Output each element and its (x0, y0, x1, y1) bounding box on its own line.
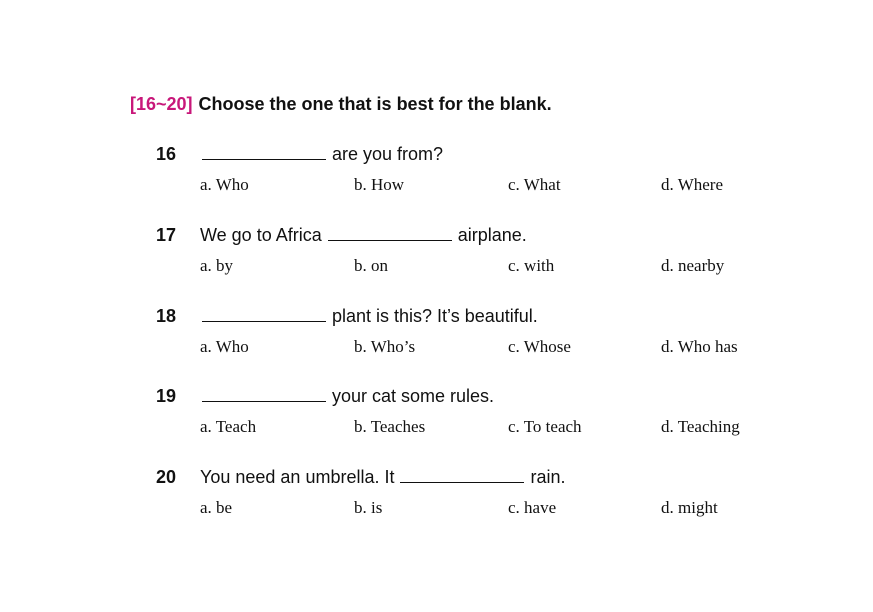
option-d[interactable]: d. Who has (661, 337, 738, 356)
question-number: 19 (156, 386, 177, 406)
option-c[interactable]: c. with (508, 256, 555, 275)
option-a[interactable]: a. Who (200, 337, 249, 356)
instruction-text: Choose the one that is best for the blank. (198, 94, 552, 114)
question-range: [16~20] (130, 94, 193, 114)
question-stem (200, 305, 538, 327)
option-d[interactable]: d. Where (661, 175, 723, 194)
option-c[interactable]: c. have (508, 498, 557, 517)
question-number: 20 (156, 467, 177, 487)
stem-text-after: airplane. (457, 225, 527, 245)
question-stem (200, 143, 443, 165)
option-c[interactable]: c. To teach (508, 417, 582, 436)
answer-blank[interactable] (202, 385, 326, 402)
question-18 (0, 305, 873, 365)
question-19 (0, 385, 873, 445)
option-b[interactable]: b. on (354, 256, 388, 275)
option-a[interactable]: a. be (200, 498, 233, 517)
answer-blank[interactable] (202, 143, 326, 160)
option-a[interactable]: a. Teach (200, 417, 257, 436)
question-stem (200, 224, 527, 246)
answer-blank[interactable] (328, 224, 452, 241)
question-number: 18 (156, 306, 177, 326)
option-b[interactable]: b. Who’s (354, 337, 416, 356)
option-d[interactable]: d. might (661, 498, 718, 517)
option-d[interactable]: d. nearby (661, 256, 725, 275)
section-header (130, 94, 552, 115)
option-b[interactable]: b. is (354, 498, 383, 517)
stem-text-after: rain. (530, 467, 566, 487)
option-c[interactable]: c. Whose (508, 337, 571, 356)
question-17 (0, 224, 873, 284)
question-20 (0, 466, 873, 526)
question-16 (0, 143, 873, 203)
option-c[interactable]: c. What (508, 175, 561, 194)
answer-blank[interactable] (202, 305, 326, 322)
answer-blank[interactable] (400, 466, 524, 483)
question-stem (200, 466, 566, 488)
option-a[interactable]: a. Who (200, 175, 249, 194)
option-b[interactable]: b. How (354, 175, 405, 194)
stem-text-after: are you from? (332, 144, 444, 164)
stem-text-before: You need an umbrella. It (200, 467, 395, 487)
option-a[interactable]: a. by (200, 256, 234, 275)
option-b[interactable]: b. Teaches (354, 417, 426, 436)
question-stem (200, 385, 494, 407)
question-number: 16 (156, 144, 177, 164)
stem-text-after: plant is this? It’s beautiful. (332, 306, 538, 326)
option-d[interactable]: d. Teaching (661, 417, 740, 436)
stem-text-after: your cat some rules. (332, 386, 495, 406)
question-number: 17 (156, 225, 177, 245)
stem-text-before: We go to Africa (200, 225, 322, 245)
